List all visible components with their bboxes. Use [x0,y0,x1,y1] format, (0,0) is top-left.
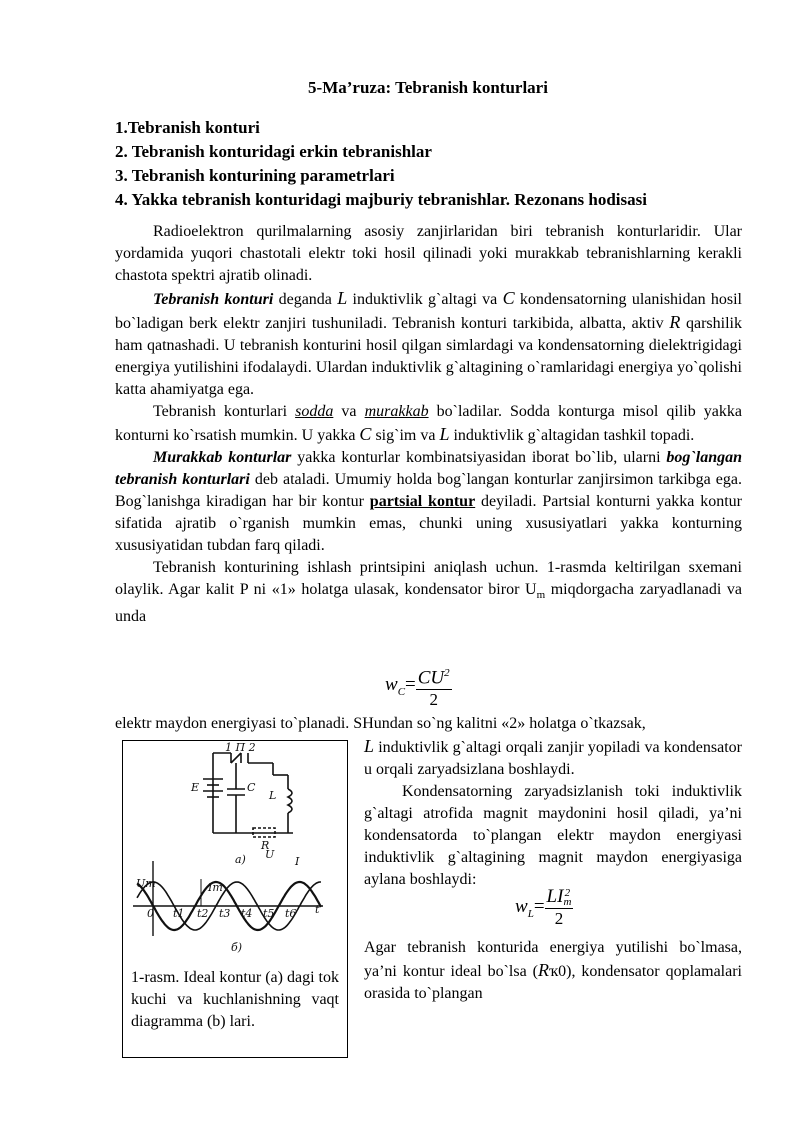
capacitor-label: C [247,781,256,794]
paragraph-types [115,401,742,447]
paragraph-principle [115,557,742,628]
text-run: induktivlik g`altagi orqali zanjir yopiladi va kondensator u orqali zaryadsizlana boshlaydi. [364,739,742,778]
right-column-text-2 [364,937,742,1005]
formula-numerator [545,886,574,909]
emf-label: E [191,781,200,794]
formula-supsub [563,886,572,908]
lecture-title: 5-Ma’ruza: Tebranish konturlari [308,78,548,97]
tick-label: t6 [285,907,297,920]
text-run: miqdorgacha zaryadlanadi va unda [115,581,743,626]
text-run: Agar tebranish konturida energiya yutilishi bo`lmasa, ya’ni kontur ideal bo`lsa ( [364,939,742,980]
resistor-label: R [261,839,270,852]
symbol-L: L [364,736,375,756]
paragraph-switch: elektr maydon energiyasi to`planadi. SHundan so`ng kalitni «2» holatga o`tkazsak, [115,715,646,732]
formula-lhs [385,674,416,698]
term-murakkab: murakkab [364,403,429,420]
paragraph-ideal [364,937,742,1005]
formula-eq: = [405,674,416,696]
text-run: deb ataladi. Umumiy holda bog`langan konturlar zanjirsimon tarkibga ega. Bog`lanishga kiradigan har bir kontur [115,471,743,510]
subscript-m: m [536,589,546,602]
inductor-label: L [269,789,277,802]
text-run: bo`ladilar. Sodda konturga misol qilib yakka konturni ko`rsatish mumkin. U yakka [115,403,743,444]
formula-lhs [515,896,545,920]
symbol-C: C [502,288,515,308]
text-run: deyiladi. Partsial konturni yakka kontur sifatida ajratib o`rganish mumkin emas, chunki uning xususiyatlari yakka konturning xususiyatidan tubdan farq qiladi. [115,493,742,554]
text-run: va [333,403,365,420]
formula-eq: = [533,895,545,917]
formula-sup: 2 [564,886,571,899]
formula-sup: 2 [444,667,450,679]
formula-numerator [416,662,452,690]
outline-item: 4. Yakka tebranish konturidagi majburiy tebranishlar. Rezonans hodisasi [115,190,647,209]
u-curve-label: U [265,848,275,861]
formula-denominator: 2 [554,909,564,928]
tick-label: t2 [197,907,209,920]
text-run: kondensatorning ulanishidan hosil bo`ladigan berk elektr zanjiri tushuniladi. Tebranish konturi tarkibida, albatta, aktiv [115,291,742,332]
term-murakkab-konturlar: Murakkab konturlar [153,449,292,466]
time-diagram [133,848,323,954]
main-text-continued [115,713,742,735]
right-column-text [364,735,742,891]
origin-label: 0 [147,907,154,920]
formula-fraction [416,662,452,710]
paragraph-intro: Radioelektron qurilmalarning asosiy zanjirlaridan biri tebranish konturlaridir. Ular yordamida yuqori chastotali elektr toki hosil qilinadi yoki murakkab tebranishlarning kerakli chastota spektri ajratib olinadi. [115,223,742,284]
formula-w: w [515,895,528,917]
text-run: Tebranish konturlari [153,403,296,420]
figure-drawing [123,741,347,963]
time-axis-label: t [315,903,320,916]
tick-label: t4 [241,907,253,920]
term-partsial-kontur: partsial kontur [369,493,476,510]
text-run: yakka konturlar kombinatsiyasidan iborat bo`lib, ularni [291,449,667,466]
tick-label: t1 [173,907,185,920]
formula-magnetic-energy [515,886,573,929]
outline-item: 1.Tebranish konturi [115,118,260,137]
i-curve-label: I [295,855,300,868]
paragraph-discharge [364,735,742,781]
text-run: sig`im va [371,427,440,444]
symbol-R: R [669,312,681,332]
formula-w: w [385,674,398,696]
figure-caption: 1-rasm. Ideal kontur (a) dagi tok kuchi va kuchlanishning vaqt diagramma (b) lari. [131,969,339,1030]
text-run: qarshilik ham qatnashadi. U tebranish konturini hosil qilgan simlardagi va kondensatorning dielektrigidagi energiya yutilishini ifodalaydi. Ulardan induktivlik g`altagining o`ramlaridagi energiya yo`qolishi katta ahamiyatga ega. [115,315,742,398]
outline-item: 3. Tebranish konturining parametrlari [115,166,395,185]
formula-num-text: CU [417,667,445,689]
formula-sub-l: L [527,907,534,920]
text-run: induktivlik g`altagi va [347,291,503,308]
text-run: Tebranish konturining ishlash printsipini aniqlash uchun. 1-rasmda keltirilgan sxemani olaylik. Agar kalit P ni «1» holatga ulasak, kondensator biror U [115,559,742,598]
um-label: Um [136,877,156,890]
switch-label: 1 П 2 [225,741,256,754]
paragraph-magnetic: Kondensatorning zaryadsizlanish toki induktivlik g`altagi atrofida magnit maydonini hosil qiladi, ya’ni kondensatorda to`plangan elektr maydon energiyasi induktivlik g`altagining magnit maydon energiyasiga aylana boshlaydi: [364,783,742,888]
main-text [115,221,742,628]
im-label: Im [208,881,223,894]
formula-sub-m: m [563,895,572,908]
circuit-diagram [203,753,293,837]
paragraph-complex [115,447,742,557]
tick-label: t3 [219,907,231,920]
formula-fraction [545,886,574,929]
symbol-L: L [337,288,348,308]
term-sodda: sodda [295,403,334,420]
formula-sub-c: C [397,686,406,699]
outline-list [115,116,755,212]
subfigure-b-label: б) [231,941,243,954]
formula-num-text: LI [546,886,564,907]
symbol-C: C [359,424,372,444]
term-boglangan: bog`langan tebranish konturlari [115,449,742,488]
outline-item: 2. Tebranish konturidagi erkin tebranishlar [115,142,432,161]
symbol-R: R [537,960,549,980]
symbol-L: L [439,424,450,444]
paragraph-definition [115,287,742,401]
term-tebranish-konturi: Tebranish konturi [153,291,274,308]
text-run: induktivlik g`altagidan tashkil topadi. [449,427,695,444]
figure-1 [122,740,348,1058]
formula-electric-energy [385,662,452,710]
subfigure-a-label: a) [235,853,246,866]
tick-label: t5 [263,907,275,920]
formula-denominator: 2 [429,690,438,710]
text-run: deganda [273,291,338,308]
text-run: ҡ0), kondensator qoplamalari orasida to`plangan [364,963,743,1002]
